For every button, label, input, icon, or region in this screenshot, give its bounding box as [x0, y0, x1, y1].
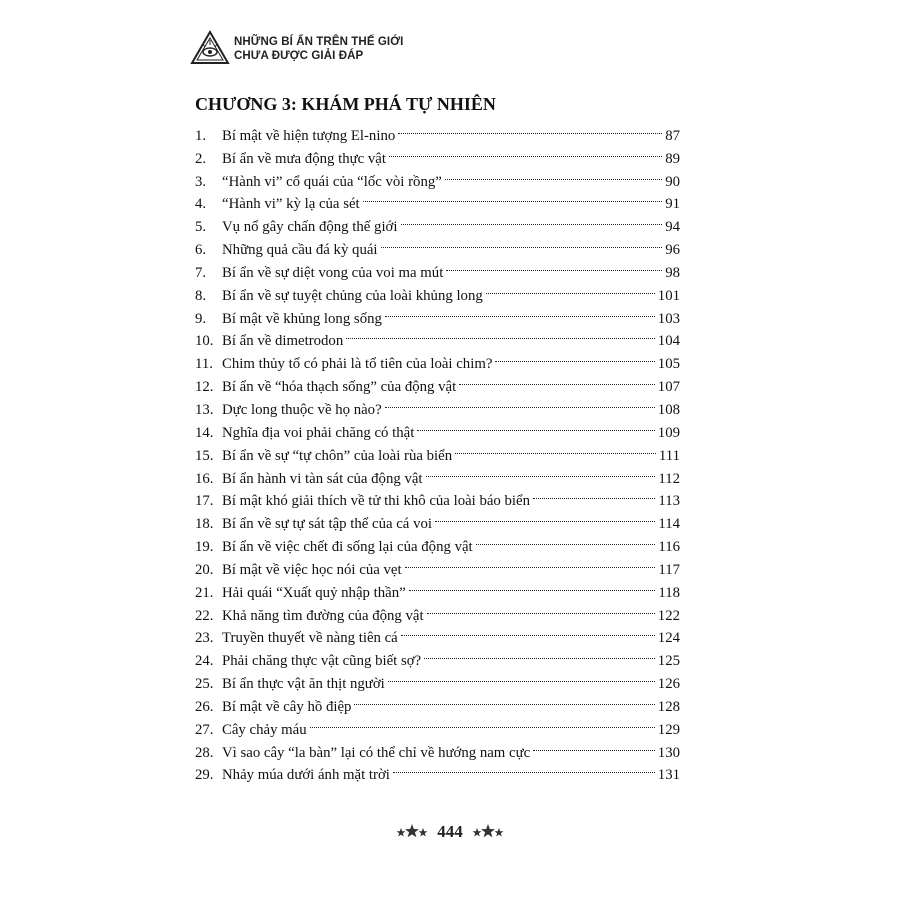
eye-pyramid-icon — [190, 30, 230, 66]
toc-entry-title: Bí ẩn hành vi tàn sát của động vật — [222, 470, 423, 487]
toc-entry-page: 116 — [658, 539, 680, 556]
toc-dot-leader — [495, 345, 654, 368]
toc-entry-page: 124 — [657, 630, 680, 647]
toc-entry-title: Bí mật về hiện tượng El-nino — [222, 127, 396, 144]
toc-dot-leader — [446, 254, 662, 277]
toc-entry-page: 109 — [657, 424, 680, 441]
toc-entry-page: 98 — [665, 264, 680, 281]
toc-dot-leader — [401, 620, 655, 643]
toc-dot-leader — [459, 368, 655, 391]
toc-entry-title: “Hành vi” kỳ lạ của sét — [222, 196, 360, 213]
toc-entry-title: Bí ẩn về sự “tự chôn” của loài rùa biển — [222, 447, 453, 464]
toc-entry-page: 91 — [665, 196, 680, 213]
running-header — [190, 30, 610, 70]
toc-entry-number: 21. — [195, 584, 214, 601]
toc-entry-title: Bí ẩn về mưa động thực vật — [222, 150, 386, 167]
toc-dot-leader — [401, 208, 663, 231]
toc-entry-title: Bí mật về việc học nói của vẹt — [222, 561, 402, 578]
toc-entry-page: 114 — [658, 516, 680, 533]
toc-entry-page: 101 — [657, 287, 680, 304]
toc-dot-leader — [385, 300, 655, 323]
toc-dot-leader — [427, 597, 655, 620]
toc-dot-leader — [346, 323, 655, 346]
page-number: 444 — [437, 822, 463, 841]
toc-entry-title: Bí mật về khủng long sống — [222, 310, 382, 327]
toc-dot-leader — [354, 688, 654, 711]
chapter-title: CHƯƠNG 3: KHÁM PHÁ TỰ NHIÊN — [195, 94, 496, 114]
toc-entry-number: 4. — [195, 196, 207, 213]
toc-entry-number: 7. — [195, 264, 207, 281]
toc-entry-page: 111 — [658, 447, 680, 464]
toc-entry-page: 122 — [657, 607, 680, 624]
toc-entry-number: 25. — [195, 676, 214, 693]
toc-entry-title: Bí ẩn về sự tự sát tập thể của cá voi — [222, 516, 432, 533]
toc-dot-leader — [398, 117, 662, 140]
toc-entry-page: 104 — [657, 333, 680, 350]
toc-entry-number: 12. — [195, 379, 214, 396]
toc-entry-title: Vì sao cây “la bàn” lại có thể chỉ về hướng nam cực — [222, 744, 531, 761]
toc-entry-title: Bí mật khó giải thích về tử thi khô của loài báo biển — [222, 493, 531, 510]
toc-entry-title: Chim thủy tổ có phải là tổ tiên của loài chim? — [222, 356, 493, 373]
toc-entry-title: Bí ẩn về “hóa thạch sống” của động vật — [222, 379, 457, 396]
toc-entry-page: 108 — [657, 401, 680, 418]
toc-entry-title: Nghĩa địa voi phải chăng có thật — [222, 424, 415, 441]
toc-entry-number: 10. — [195, 333, 214, 350]
toc-entry-title: Bí ẩn về việc chết đi sống lại của động vật — [222, 539, 473, 556]
toc-entry-title: Hải quái “Xuất quỷ nhập thần” — [222, 584, 406, 601]
toc-entry-title: Cây chảy máu — [222, 721, 307, 738]
toc-entry — [195, 117, 680, 144]
toc-entry-page: 90 — [665, 173, 680, 190]
toc-entry-number: 26. — [195, 698, 214, 715]
toc-entry-page: 112 — [658, 470, 680, 487]
toc-entry-title: Bí ẩn thực vật ăn thịt người — [222, 676, 385, 693]
toc-dot-leader — [385, 391, 655, 414]
toc-dot-leader — [409, 574, 656, 597]
toc-dot-leader — [405, 551, 656, 574]
toc-dot-leader — [388, 665, 655, 688]
toc-dot-leader — [476, 528, 656, 551]
page-footer — [0, 822, 900, 842]
toc-dot-leader — [389, 140, 662, 163]
toc-entry-title: Vụ nổ gây chấn động thế giới — [222, 219, 398, 236]
toc-dot-leader — [381, 231, 663, 254]
toc-entry-number: 20. — [195, 561, 214, 578]
stars-ornament-icon — [395, 822, 429, 842]
toc-entry-page: 87 — [665, 127, 680, 144]
header-title-line2: CHƯA ĐƯỢC GIẢI ĐÁP — [234, 50, 364, 62]
toc-entry-page: 131 — [657, 767, 680, 784]
toc-entry-number: 27. — [195, 721, 214, 738]
toc-entry-title: Bí ẩn về sự diệt vong của voi ma mút — [222, 264, 444, 281]
toc-entry-page: 103 — [657, 310, 680, 327]
toc-dot-leader — [310, 711, 655, 734]
toc-dot-leader — [393, 757, 655, 780]
toc-entry-page: 118 — [658, 584, 680, 601]
toc-dot-leader — [424, 642, 655, 665]
toc-entry-number: 29. — [195, 767, 214, 784]
toc-entry-number: 11. — [195, 356, 213, 373]
toc-entry-number: 19. — [195, 539, 214, 556]
toc-entry-number: 15. — [195, 447, 214, 464]
table-of-contents — [195, 117, 680, 784]
toc-entry-number: 16. — [195, 470, 214, 487]
toc-entry-number: 9. — [195, 310, 207, 327]
toc-entry-number: 23. — [195, 630, 214, 647]
toc-entry-number: 13. — [195, 401, 214, 418]
toc-dot-leader — [486, 277, 655, 300]
toc-entry-number: 1. — [195, 127, 207, 144]
toc-entry-number: 2. — [195, 150, 207, 167]
toc-entry-page: 96 — [665, 242, 680, 259]
toc-entry-title: Bí mật về cây hồ điệp — [222, 698, 352, 715]
stars-ornament-icon — [471, 822, 505, 842]
toc-entry-page: 105 — [657, 356, 680, 373]
toc-entry-page: 125 — [657, 653, 680, 670]
toc-dot-leader — [455, 437, 656, 460]
toc-entry-number: 22. — [195, 607, 214, 624]
toc-dot-leader — [435, 505, 655, 528]
toc-entry-title: Truyền thuyết về nàng tiên cá — [222, 630, 398, 647]
toc-entry-page: 129 — [657, 721, 680, 738]
toc-entry-title: Những quả cầu đá kỳ quái — [222, 242, 378, 259]
toc-entry-page: 113 — [658, 493, 680, 510]
header-title-line1: NHỮNG BÍ ẨN TRÊN THẾ GIỚI — [234, 36, 404, 48]
toc-entry-title: Dực long thuộc về họ nào? — [222, 401, 382, 418]
toc-dot-leader — [426, 460, 656, 483]
toc-entry-page: 89 — [665, 150, 680, 167]
toc-entry-title: Bí ẩn về dimetrodon — [222, 333, 344, 350]
toc-entry-title: “Hành vi” cổ quái của “lốc vòi rồng” — [222, 173, 442, 190]
toc-entry-number: 28. — [195, 744, 214, 761]
toc-entry-title: Phải chăng thực vật cũng biết sợ? — [222, 653, 422, 670]
toc-entry-number: 6. — [195, 242, 207, 259]
toc-dot-leader — [533, 483, 655, 506]
toc-entry-title: Khả năng tìm đường của động vật — [222, 607, 424, 624]
toc-entry-number: 3. — [195, 173, 207, 190]
toc-entry-page: 126 — [657, 676, 680, 693]
toc-dot-leader — [533, 734, 655, 757]
toc-entry-number: 18. — [195, 516, 214, 533]
toc-entry-number: 14. — [195, 424, 214, 441]
toc-entry-page: 128 — [657, 698, 680, 715]
toc-dot-leader — [417, 414, 654, 437]
toc-entry-number: 17. — [195, 493, 214, 510]
toc-entry-title: Bí ẩn về sự tuyệt chủng của loài khủng long — [222, 287, 483, 304]
toc-dot-leader — [445, 163, 662, 186]
toc-entry-number: 24. — [195, 653, 214, 670]
toc-entry-title: Nhảy múa dưới ánh mặt trời — [222, 767, 390, 784]
toc-entry-page: 130 — [657, 744, 680, 761]
toc-entry-page: 117 — [658, 561, 680, 578]
toc-entry-page: 107 — [657, 379, 680, 396]
toc-dot-leader — [363, 186, 663, 209]
toc-entry-page: 94 — [665, 219, 680, 236]
toc-entry-number: 5. — [195, 219, 207, 236]
toc-entry-number: 8. — [195, 287, 207, 304]
